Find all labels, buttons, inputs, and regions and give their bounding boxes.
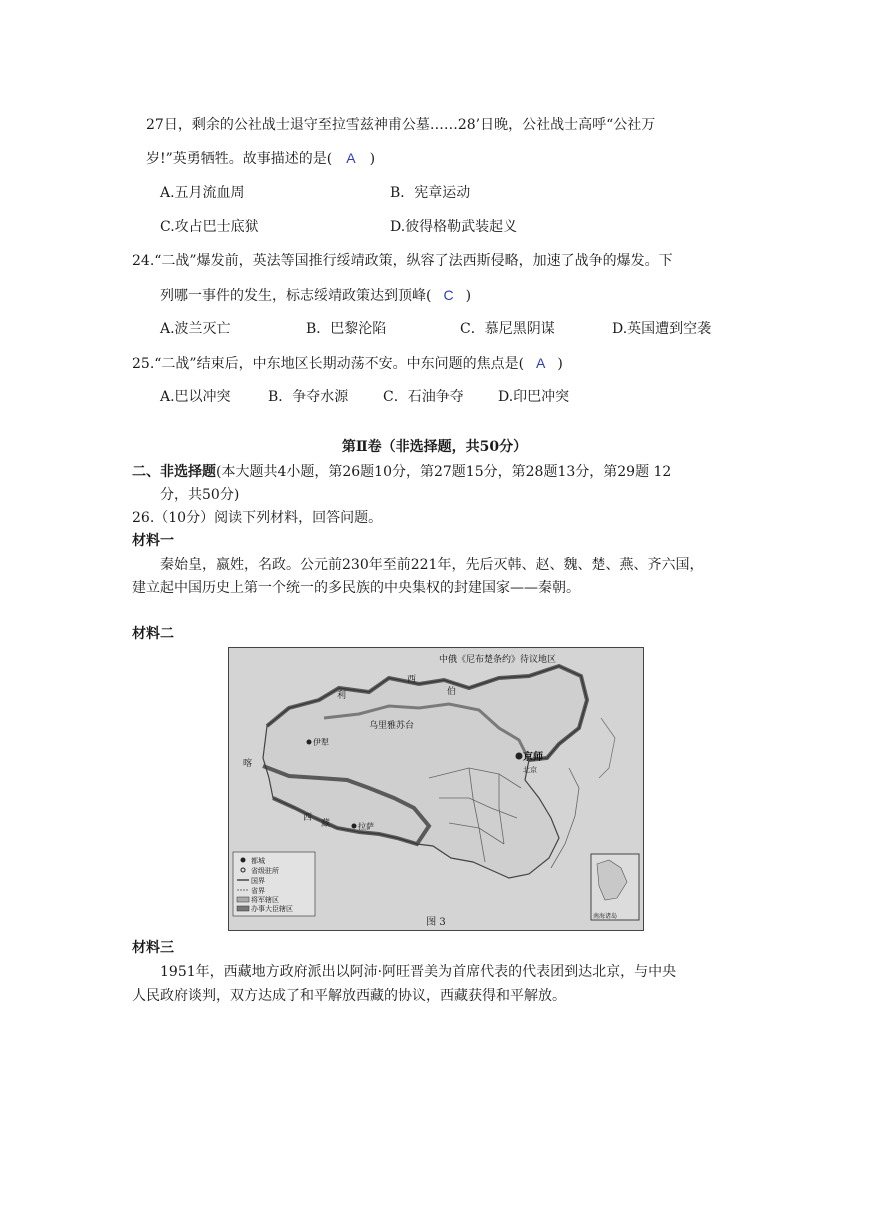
- q25-answer: A: [536, 355, 546, 371]
- material-1-line2: 建立起中国历史上第一个统一的多民族的中央集权的封建国家——秦朝。: [132, 580, 580, 596]
- map-caption: 图 3: [426, 917, 446, 928]
- material-3-line2: 人民政府谈判，双方达成了和平解放西藏的协议，西藏获得和平解放。: [132, 988, 566, 1004]
- q24-option-d: D.英国遭到空袭: [612, 321, 712, 337]
- q23-option-a: A.五月流血周: [160, 185, 245, 201]
- q23-option-b: B．宪章运动: [390, 185, 471, 201]
- q25-paren-close: ): [557, 356, 563, 372]
- map-label-ka: 喀: [243, 759, 253, 769]
- map-label-bo: 伯: [447, 687, 457, 697]
- q25-option-c: C．石油争夺: [383, 389, 464, 405]
- map-yili-marker: [307, 740, 312, 745]
- map-label-tibet-zang: 藏: [321, 819, 331, 829]
- q24-option-c: C．慕尼黑阴谋: [460, 321, 555, 337]
- map-lhasa-marker: [352, 824, 357, 829]
- q24-answer: C: [443, 287, 454, 303]
- map-legend-province-border: 省界: [251, 887, 265, 895]
- section-2-title: 第Ⅱ卷（非选择题，共50分）: [341, 439, 528, 455]
- map-label-lhasa: 拉萨: [358, 822, 374, 831]
- map-legend-national-border: 国界: [251, 877, 265, 885]
- map-label-jingshi: 京师: [523, 752, 543, 763]
- q24-option-a: A.波兰灭亡: [160, 321, 231, 337]
- map-legend-minister-area: 办事大臣辖区: [251, 905, 293, 913]
- material-2-title: 材料二: [132, 626, 174, 642]
- q23-line1: 27日，剩余的公社战士退守至拉雪兹神甫公墓……28’日晚，公社战士高呼“公社万: [146, 117, 656, 133]
- q23-answer: A: [346, 150, 356, 166]
- qing-territory-map: [228, 647, 644, 931]
- map-legend-province-seat: 省级驻所: [251, 867, 279, 875]
- q24-option-b: B．巴黎沦陷: [306, 321, 387, 337]
- q25-option-b: B．争夺水源: [268, 389, 349, 405]
- q23-paren-close: ): [369, 151, 376, 167]
- section-2-heading-line2: 分，共50分): [160, 487, 240, 503]
- q25-option-a: A.巴以冲突: [160, 389, 231, 405]
- map-label-xi: 西: [407, 675, 417, 685]
- material-1-title: 材料一: [132, 533, 174, 549]
- section-2-heading-rest: (本大题共4小题，第26题10分，第27题15分，第28题13分，第29题 12: [216, 464, 672, 480]
- q23-option-c: C.攻占巴士底狱: [160, 219, 259, 235]
- q26-intro: 26.（10分）阅读下列材料，回答问题。: [132, 510, 383, 526]
- map-label-treaty-area: 中俄《尼布楚条约》待议地区: [439, 655, 557, 665]
- q23-line2: [146, 148, 375, 168]
- section-2-heading-label: 二、非选择题: [132, 464, 216, 480]
- material-1-line1: 秦始皇，嬴姓，名政。公元前230年至前221年，先后灭韩、赵、魏、楚、燕、齐六国，: [160, 557, 704, 573]
- map-legend-capital: 都城: [251, 857, 265, 865]
- section-2-heading: [132, 461, 671, 481]
- q23-option-d: D.彼得格勒武装起义: [390, 219, 518, 235]
- map-capital-marker: [516, 753, 523, 760]
- material-3-title: 材料三: [132, 940, 174, 956]
- q23-stem-text: 岁!”英勇牺牲。故事描述的是(: [146, 151, 333, 167]
- q25-stem-text: 25.“二战”结束后，中东地区长期动荡不安。中东问题的焦点是(: [132, 356, 525, 372]
- map-label-beijing: 北京: [523, 766, 537, 774]
- q24-line1: 24.“二战”爆发前，英法等国推行绥靖政策，纵容了法西斯侵略，加速了战争的爆发。下: [132, 253, 673, 269]
- map-label-yili: 伊犁: [313, 738, 329, 747]
- map-legend-general-area: 将军辖区: [251, 896, 279, 904]
- q24-stem-text: 列哪一事件的发生，标志绥靖政策达到顶峰(: [160, 288, 432, 304]
- map-label-li: 利: [337, 691, 347, 701]
- map-inset-label: 南海诸岛: [593, 913, 618, 920]
- material-3-line1: 1951年，西藏地方政府派出以阿沛·阿旺晋美为首席代表的代表团到达北京，与中央: [160, 964, 677, 980]
- q25-option-d: D.印巴冲突: [498, 389, 570, 405]
- q25-line1: [132, 353, 563, 373]
- q24-line2: [160, 285, 471, 305]
- map-label-tibet-xi: 西: [303, 813, 313, 823]
- map-label-uliastai: 乌里雅苏台: [369, 721, 415, 731]
- q24-paren-close: ): [465, 288, 472, 304]
